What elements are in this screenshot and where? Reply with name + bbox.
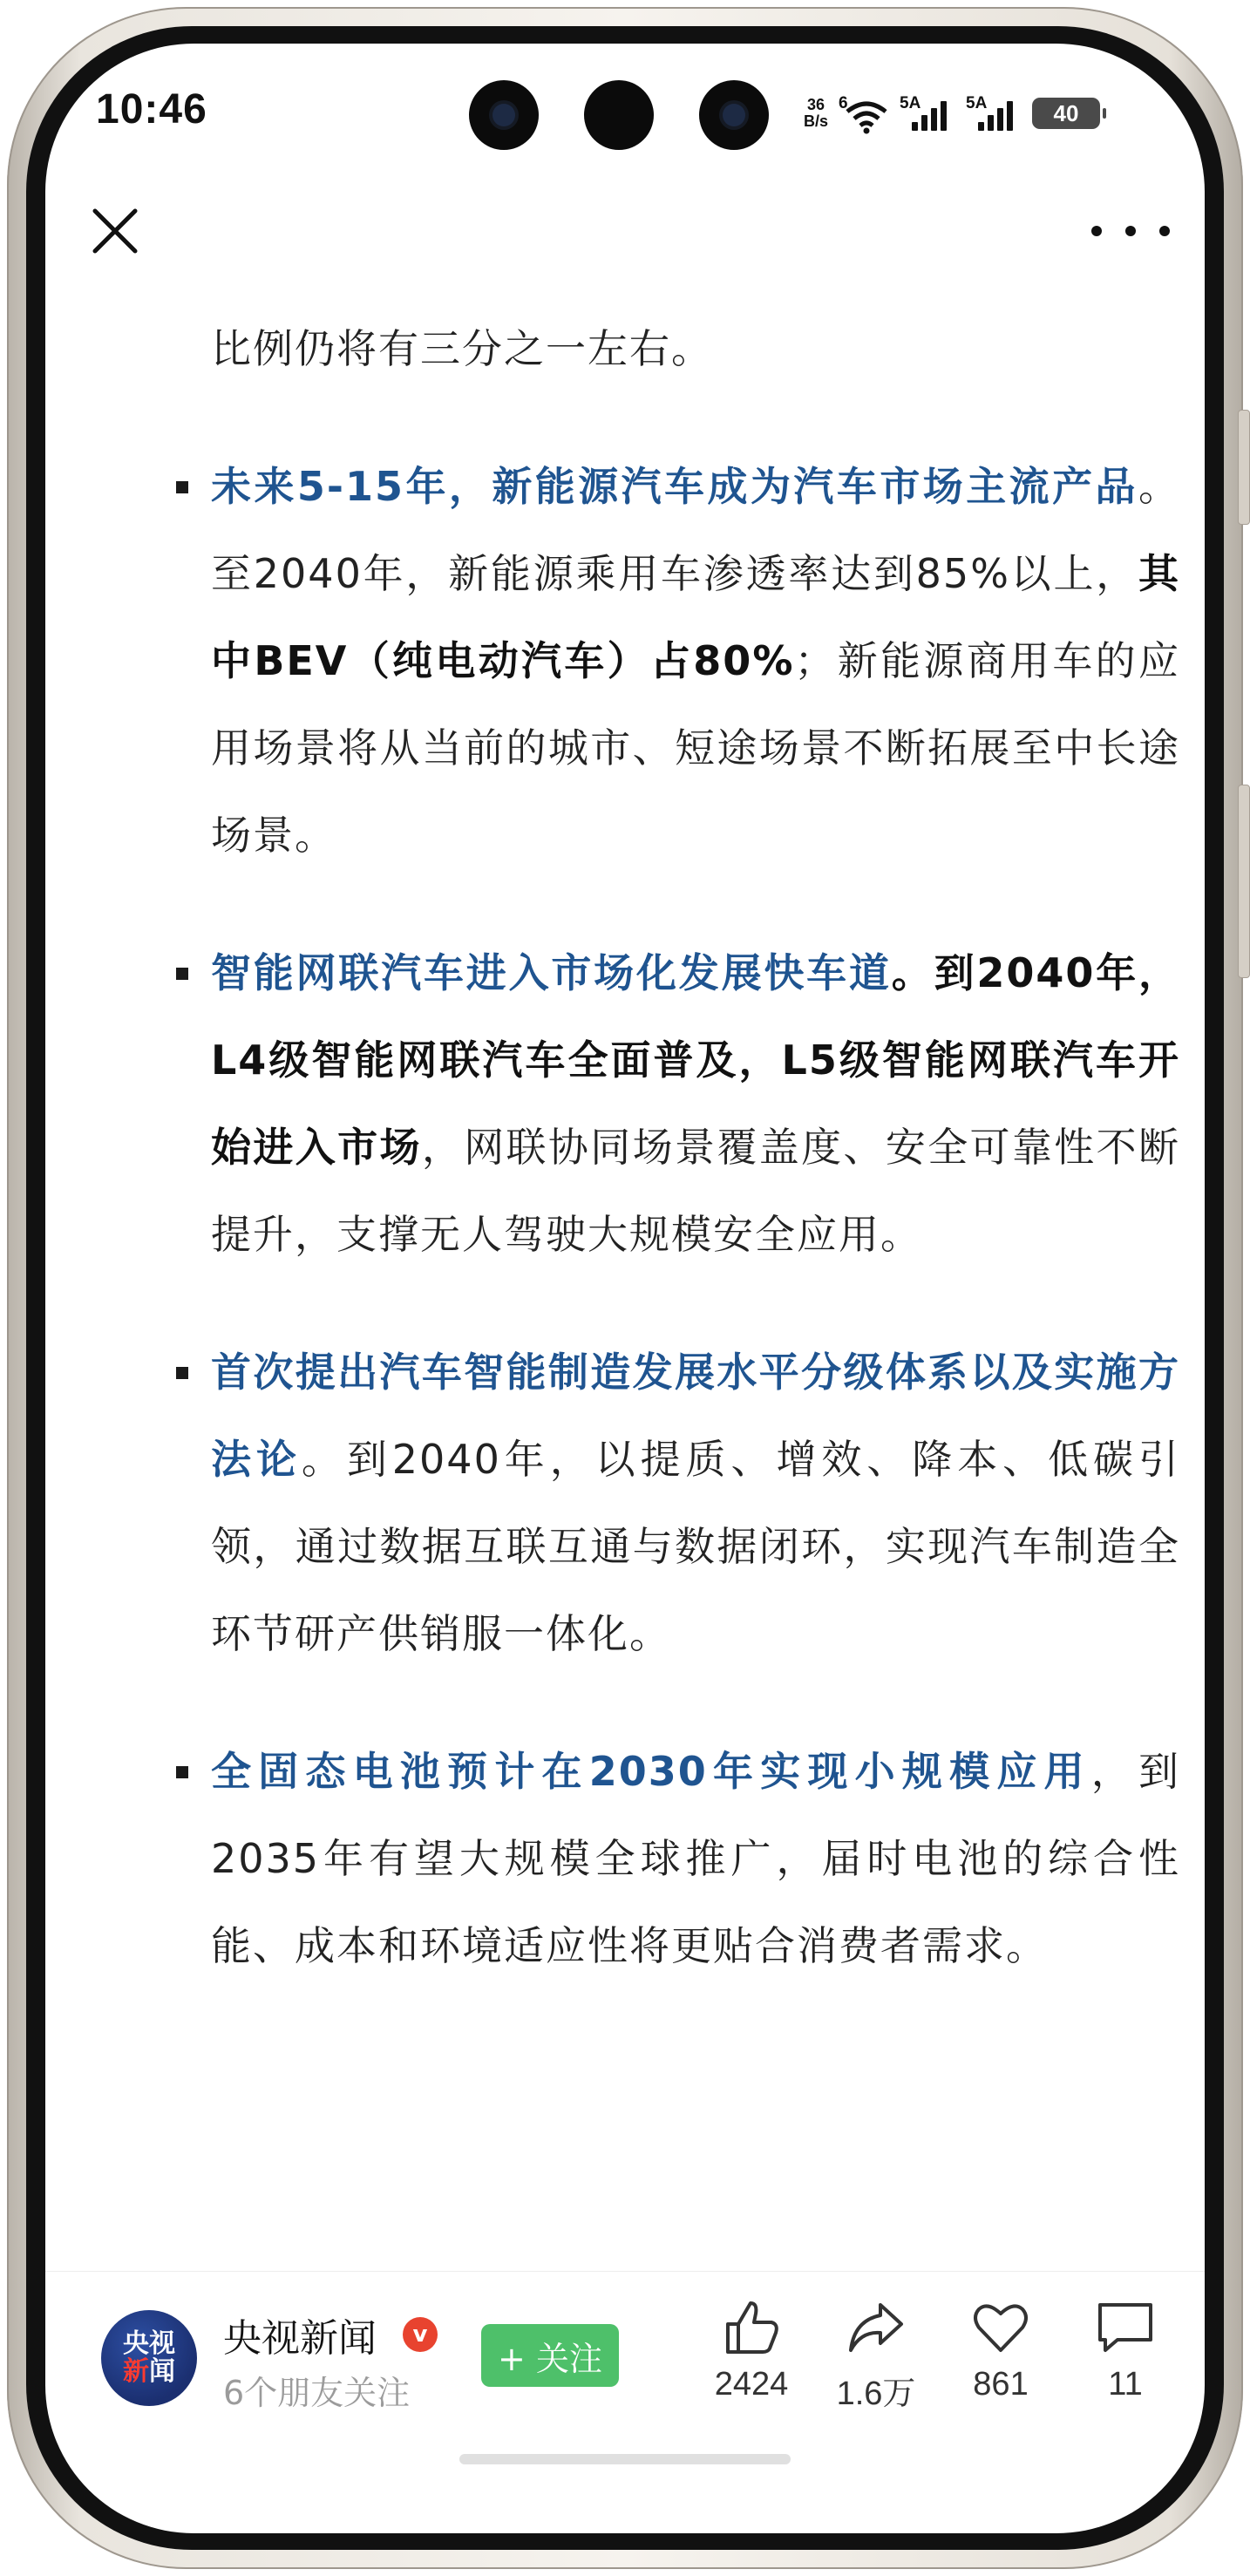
net-speed: 36 B/s [804, 96, 829, 130]
list-item: 智能网联汽车进入市场化发展快车道。到2040年，L4级智能网联汽车全面普及，L5级智能网联汽车开始进入市场，网联协同场景覆盖度、安全可靠性不断提升，支撑无人驾驶大规模安全应用。 [211, 929, 1180, 1278]
source-name[interactable]: 央视新闻 [223, 2316, 377, 2361]
share-count: 1.6万 [836, 2375, 916, 2412]
camera-icon [584, 80, 654, 150]
share-button[interactable] [819, 2298, 933, 2414]
article-body [211, 305, 1180, 1989]
share-icon [846, 2298, 907, 2357]
signal-icon: 5A [966, 94, 1022, 133]
home-indicator[interactable] [459, 2454, 791, 2464]
bottom-bar [45, 2271, 1205, 2446]
comment-icon [1095, 2298, 1156, 2357]
battery-icon: 40 [1032, 98, 1100, 129]
like-button[interactable] [695, 2298, 808, 2403]
follow-button[interactable]: + 关注 [481, 2324, 619, 2387]
close-button[interactable] [85, 201, 146, 262]
wifi-icon: 6 [839, 94, 889, 133]
article-text: 比例仍将有三分之一左右。 [211, 325, 713, 372]
list-item: 未来5-15年，新能源汽车成为汽车市场主流产品。至2040年，新能源乘用车渗透率达到85%以上，其中BEV（纯电动汽车）占80%；新能源商用车的应用场景将从当前的城市、短途场景不断拓展至中长途场景。 [211, 443, 1180, 879]
more-icon [1091, 226, 1102, 236]
favorite-button[interactable] [944, 2298, 1057, 2403]
status-icons [804, 89, 1100, 138]
screen [45, 44, 1205, 2533]
camera-icon [699, 80, 769, 150]
thumbs-up-icon [721, 2298, 782, 2357]
camera-icon [469, 80, 539, 150]
highlight-text: 智能网联汽车进入市场化发展快车道 [211, 949, 892, 996]
list-item: 全固态电池预计在2030年实现小规模应用，到2035年有望大规模全球推广，届时电池的综合性能、成本和环境适应性将更贴合消费者需求。 [211, 1728, 1180, 1989]
comment-count: 11 [1108, 2366, 1143, 2403]
like-count: 2424 [714, 2366, 789, 2403]
avatar[interactable]: 央视 新闻 [101, 2310, 197, 2406]
signal-icon: 5A [900, 94, 955, 133]
highlight-text: 未来5-15年，新能源汽车成为汽车市场主流产品 [211, 463, 1138, 510]
highlight-text: 首次提出汽车智能制造发展水平分级体系以及实施方法论 [211, 1349, 1180, 1483]
heart-icon [970, 2298, 1031, 2357]
bold-text: 。到2040年，L4级智能网联汽车全面普及，L5级智能网联汽车开始进入市场 [211, 949, 1181, 1171]
friends-following: 6个朋友关注 [223, 2374, 411, 2412]
list-item: 首次提出汽车智能制造发展水平分级体系以及实施方法论。到2040年，以提质、增效、降本、低碳引领，通过数据互联互通与数据闭环，实现汽车制造全环节研产供销服一体化。 [211, 1329, 1180, 1677]
bold-text: 其中BEV（纯电动汽车）占80% [211, 550, 1180, 684]
more-button[interactable] [1091, 209, 1170, 253]
highlight-text: 全固态电池预计在2030年实现小规模应用 [211, 1748, 1091, 1795]
volume-up-button [1238, 410, 1250, 525]
power-button [1238, 785, 1250, 978]
comment-button[interactable] [1069, 2298, 1182, 2403]
verified-icon: v [403, 2317, 438, 2352]
status-time: 10:46 [96, 86, 207, 133]
favorite-count: 861 [973, 2366, 1029, 2403]
close-icon [85, 201, 146, 262]
